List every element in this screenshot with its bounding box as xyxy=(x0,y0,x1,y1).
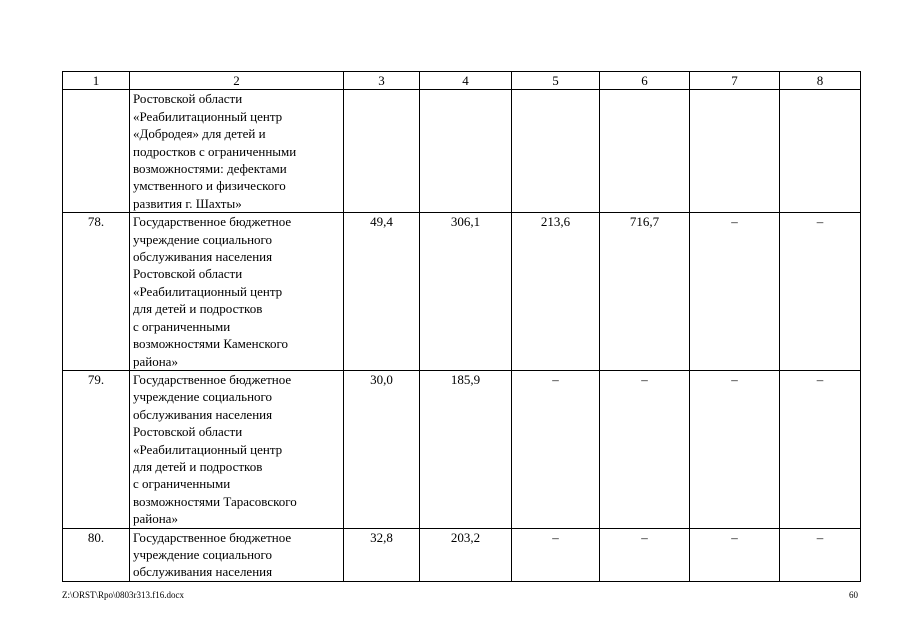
name-line: с ограниченными xyxy=(133,476,231,492)
footer-page-number: 60 xyxy=(849,590,858,600)
cell-col8: – xyxy=(780,213,861,371)
column-header: 3 xyxy=(344,72,420,90)
name-line: учреждение социального xyxy=(133,546,273,562)
cell-col7: – xyxy=(690,370,780,528)
cell-col4: 306,1 xyxy=(420,213,512,371)
name-line: возможностями: дефектами xyxy=(133,161,287,177)
cell-col5: – xyxy=(512,528,600,581)
row-number: 80. xyxy=(63,528,130,581)
institution-name xyxy=(130,90,344,213)
name-line: Государственное бюджетное xyxy=(133,371,292,387)
footer-file-path: Z:\ORST\Rpo\0803r313.f16.docx xyxy=(62,590,184,600)
name-line: «Реабилитационный центр xyxy=(133,283,283,299)
name-line: «Реабилитационный центр xyxy=(133,441,283,457)
name-line: подростков с ограниченными xyxy=(133,143,297,159)
row-number: 79. xyxy=(63,370,130,528)
cell-col3: 30,0 xyxy=(344,370,420,528)
table-row xyxy=(63,370,861,528)
name-line: учреждение социального xyxy=(133,389,273,405)
name-line: учреждение социального xyxy=(133,231,273,247)
table-row xyxy=(63,90,861,213)
name-line: для детей и подростков xyxy=(133,458,263,474)
cell-col6: 716,7 xyxy=(600,213,690,371)
data-table xyxy=(62,71,861,582)
table-row xyxy=(63,528,861,581)
name-line: с ограниченными xyxy=(133,318,231,334)
cell-col5: 213,6 xyxy=(512,213,600,371)
name-line: обслуживания населения xyxy=(133,406,273,422)
column-header: 7 xyxy=(690,72,780,90)
cell-col4 xyxy=(420,90,512,213)
name-line: развития г. Шахты» xyxy=(133,195,242,211)
name-line: «Реабилитационный центр xyxy=(133,108,283,124)
name-line: Государственное бюджетное xyxy=(133,214,292,230)
column-header: 5 xyxy=(512,72,600,90)
name-line: района» xyxy=(133,511,178,527)
cell-col8 xyxy=(780,90,861,213)
cell-col6: – xyxy=(600,528,690,581)
row-number: 78. xyxy=(63,213,130,371)
name-line: «Добродея» для детей и xyxy=(133,126,266,142)
name-line: обслуживания населения xyxy=(133,564,273,580)
name-line: Ростовской области xyxy=(133,91,243,107)
column-header: 2 xyxy=(130,72,344,90)
column-header: 6 xyxy=(600,72,690,90)
cell-col7: – xyxy=(690,528,780,581)
cell-col8: – xyxy=(780,370,861,528)
header-row xyxy=(63,72,861,90)
cell-col5 xyxy=(512,90,600,213)
column-header: 4 xyxy=(420,72,512,90)
name-line: обслуживания населения xyxy=(133,249,273,265)
column-header: 1 xyxy=(63,72,130,90)
institution-name xyxy=(130,213,344,371)
cell-col8: – xyxy=(780,528,861,581)
cell-col5: – xyxy=(512,370,600,528)
table-row xyxy=(63,213,861,371)
name-line: Ростовской области xyxy=(133,424,243,440)
cell-col6: – xyxy=(600,370,690,528)
name-line: Ростовской области xyxy=(133,266,243,282)
cell-col7 xyxy=(690,90,780,213)
institution-name xyxy=(130,370,344,528)
name-line: для детей и подростков xyxy=(133,301,263,317)
cell-col4: 203,2 xyxy=(420,528,512,581)
name-line: возможностями Каменского xyxy=(133,336,289,352)
name-line: Государственное бюджетное xyxy=(133,529,292,545)
cell-col6 xyxy=(600,90,690,213)
row-number xyxy=(63,90,130,213)
name-line: возможностями Тарасовского xyxy=(133,493,297,509)
institution-name xyxy=(130,528,344,581)
name-line: района» xyxy=(133,353,178,369)
cell-col7: – xyxy=(690,213,780,371)
cell-col3 xyxy=(344,90,420,213)
cell-col3: 32,8 xyxy=(344,528,420,581)
cell-col4: 185,9 xyxy=(420,370,512,528)
cell-col3: 49,4 xyxy=(344,213,420,371)
name-line: умственного и физического xyxy=(133,178,286,194)
column-header: 8 xyxy=(780,72,861,90)
